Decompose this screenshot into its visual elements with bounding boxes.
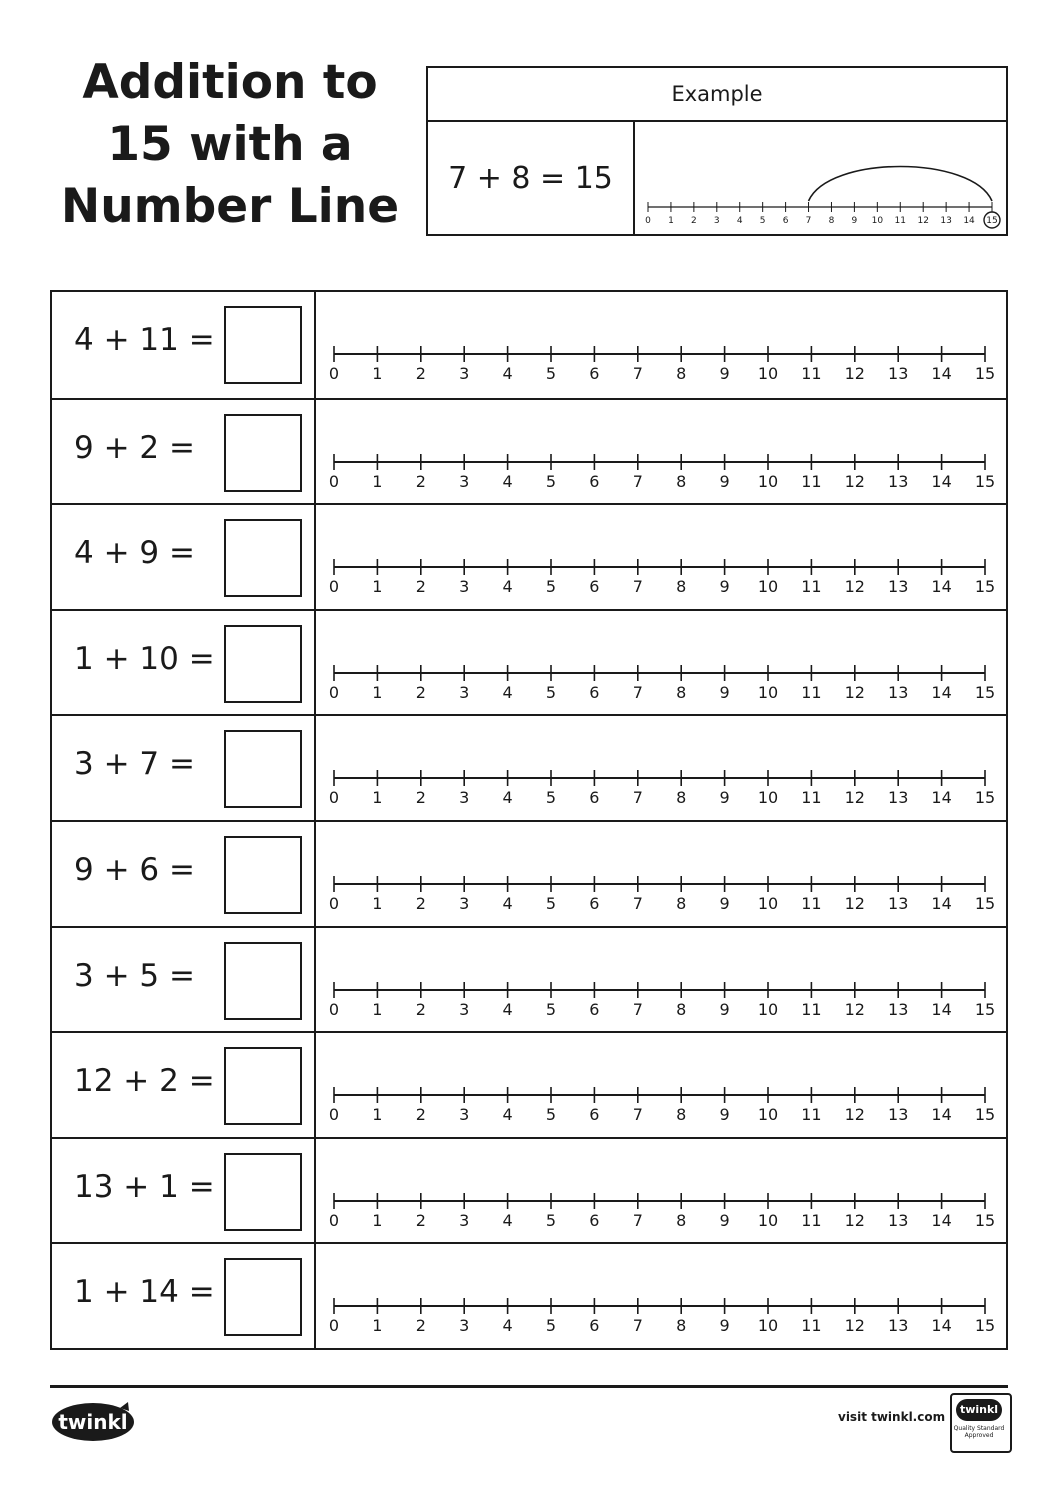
question-row bbox=[52, 1242, 1006, 1348]
question-equation: 1 + 14 = bbox=[74, 1274, 215, 1311]
tick-label-11: 11 bbox=[801, 1316, 822, 1336]
tick-label-3: 3 bbox=[459, 364, 470, 383]
number-line-cell[interactable] bbox=[316, 716, 1006, 820]
number-line bbox=[316, 611, 1006, 715]
number-line-cell[interactable] bbox=[316, 1033, 1006, 1137]
tick-label-15: 15 bbox=[974, 1210, 996, 1230]
question-equation: 9 + 2 = bbox=[74, 429, 195, 466]
tick-label-10: 10 bbox=[871, 216, 884, 226]
example-equation: 7 + 8 = 15 bbox=[428, 122, 635, 234]
tick-label-6: 6 bbox=[589, 1210, 600, 1230]
tick-label-7: 7 bbox=[632, 999, 643, 1019]
tick-label-5: 5 bbox=[545, 577, 557, 597]
tick-label-12: 12 bbox=[844, 1316, 865, 1336]
tick-label-3: 3 bbox=[459, 682, 470, 702]
answer-box[interactable] bbox=[224, 306, 302, 384]
tick-label-14: 14 bbox=[931, 894, 952, 913]
tick-label-5: 5 bbox=[545, 1316, 557, 1336]
tick-label-1: 1 bbox=[372, 471, 383, 491]
tick-label-3: 3 bbox=[459, 894, 470, 913]
answer-box[interactable] bbox=[224, 1153, 302, 1231]
tick-label-4: 4 bbox=[502, 577, 513, 597]
tick-label-8: 8 bbox=[676, 788, 687, 808]
tick-label-15: 15 bbox=[974, 682, 996, 702]
tick-label-5: 5 bbox=[759, 216, 766, 226]
tick-label-14: 14 bbox=[931, 471, 952, 491]
tick-label-1: 1 bbox=[372, 788, 383, 808]
tick-label-5: 5 bbox=[545, 788, 557, 808]
tick-label-6: 6 bbox=[589, 894, 600, 913]
badge-text: Quality Standard Approved bbox=[953, 1425, 1005, 1439]
tick-label-14: 14 bbox=[931, 1316, 952, 1336]
tick-label-0: 0 bbox=[328, 577, 340, 597]
number-line bbox=[316, 1139, 1006, 1243]
answer-box[interactable] bbox=[224, 414, 302, 492]
tick-label-0: 0 bbox=[328, 471, 340, 491]
question-row bbox=[52, 609, 1006, 715]
tick-label-6: 6 bbox=[589, 682, 600, 702]
question-row bbox=[52, 820, 1006, 926]
tick-label-1: 1 bbox=[668, 216, 674, 226]
tick-label-13: 13 bbox=[888, 999, 909, 1019]
question-equation: 1 + 10 = bbox=[74, 640, 215, 677]
tick-label-6: 6 bbox=[589, 471, 600, 491]
tick-label-15: 15 bbox=[974, 788, 996, 808]
number-line bbox=[316, 822, 1006, 926]
question-row bbox=[52, 1137, 1006, 1243]
tick-label-8: 8 bbox=[676, 1316, 687, 1336]
number-line bbox=[316, 505, 1006, 609]
tick-label-13: 13 bbox=[888, 364, 909, 383]
tick-label-3: 3 bbox=[713, 216, 720, 226]
tick-label-3: 3 bbox=[459, 577, 470, 597]
question-row bbox=[52, 1031, 1006, 1137]
tick-label-11: 11 bbox=[801, 682, 822, 702]
question-row bbox=[52, 398, 1006, 504]
tick-label-7: 7 bbox=[632, 1105, 643, 1125]
tick-label-6: 6 bbox=[589, 788, 600, 808]
tick-label-1: 1 bbox=[372, 894, 383, 913]
question-row bbox=[52, 714, 1006, 820]
tick-label-1: 1 bbox=[372, 364, 383, 383]
tick-label-11: 11 bbox=[801, 1105, 822, 1125]
number-line-cell[interactable] bbox=[316, 1139, 1006, 1243]
tick-label-1: 1 bbox=[372, 1316, 383, 1336]
question-row bbox=[52, 292, 1006, 398]
tick-label-13: 13 bbox=[888, 682, 909, 702]
tick-label-0: 0 bbox=[328, 1105, 340, 1125]
tick-label-6: 6 bbox=[589, 1316, 600, 1336]
tick-label-11: 11 bbox=[801, 894, 822, 913]
title-line-2: 15 with a bbox=[107, 117, 353, 172]
tick-label-12: 12 bbox=[844, 364, 865, 383]
tick-label-5: 5 bbox=[545, 1105, 557, 1125]
tick-label-0: 0 bbox=[328, 682, 340, 702]
visit-link[interactable]: visit twinkl.com bbox=[838, 1410, 946, 1424]
tick-label-13: 13 bbox=[888, 471, 909, 491]
tick-label-12: 12 bbox=[844, 682, 865, 702]
tick-label-13: 13 bbox=[888, 894, 909, 913]
tick-label-6: 6 bbox=[589, 999, 600, 1019]
tick-label-15: 15 bbox=[974, 999, 996, 1019]
question-cell bbox=[52, 505, 316, 609]
question-equation: 3 + 7 = bbox=[74, 746, 195, 783]
tick-label-2: 2 bbox=[415, 1105, 426, 1125]
tick-label-7: 7 bbox=[805, 216, 812, 226]
tick-label-6: 6 bbox=[589, 364, 600, 383]
tick-label-2: 2 bbox=[415, 577, 426, 597]
tick-label-9: 9 bbox=[719, 471, 730, 491]
tick-label-4: 4 bbox=[502, 1210, 513, 1230]
tick-label-5: 5 bbox=[545, 471, 557, 491]
tick-label-4: 4 bbox=[502, 682, 513, 702]
tick-label-0: 0 bbox=[328, 788, 340, 808]
tick-label-11: 11 bbox=[801, 1210, 822, 1230]
tick-label-10: 10 bbox=[757, 577, 779, 597]
tick-label-0: 0 bbox=[645, 216, 651, 226]
tick-label-8: 8 bbox=[676, 1210, 687, 1230]
tick-label-12: 12 bbox=[844, 788, 865, 808]
tick-label-3: 3 bbox=[459, 999, 470, 1019]
tick-label-13: 13 bbox=[888, 1210, 909, 1230]
question-equation: 4 + 11 = bbox=[74, 322, 215, 358]
tick-label-2: 2 bbox=[415, 999, 426, 1019]
tick-label-3: 3 bbox=[459, 788, 470, 808]
tick-label-7: 7 bbox=[632, 894, 643, 913]
tick-label-2: 2 bbox=[690, 216, 697, 226]
tick-label-4: 4 bbox=[502, 894, 513, 913]
tick-label-9: 9 bbox=[719, 788, 730, 808]
question-equation: 3 + 5 = bbox=[74, 957, 195, 994]
tick-label-4: 4 bbox=[502, 1316, 513, 1336]
tick-label-6: 6 bbox=[589, 577, 600, 597]
tick-label-9: 9 bbox=[719, 364, 730, 383]
tick-label-12: 12 bbox=[844, 894, 865, 913]
tick-label-0: 0 bbox=[328, 1316, 340, 1336]
tick-label-0: 0 bbox=[328, 364, 340, 383]
tick-label-6: 6 bbox=[782, 216, 789, 226]
tick-label-12: 12 bbox=[844, 1210, 865, 1230]
number-line-cell[interactable] bbox=[316, 611, 1006, 715]
number-line-cell[interactable] bbox=[316, 292, 1006, 398]
number-line bbox=[316, 928, 1006, 1032]
tick-label-4: 4 bbox=[736, 216, 743, 226]
tick-label-5: 5 bbox=[545, 682, 557, 702]
tick-label-1: 1 bbox=[372, 577, 383, 597]
question-cell bbox=[52, 1139, 316, 1243]
question-cell bbox=[52, 292, 316, 398]
tick-label-8: 8 bbox=[676, 999, 687, 1019]
number-line-cell[interactable] bbox=[316, 400, 1006, 504]
number-line bbox=[316, 1244, 1006, 1348]
tick-label-0: 0 bbox=[328, 1210, 340, 1230]
tick-label-15: 15 bbox=[986, 216, 998, 226]
tick-label-7: 7 bbox=[632, 682, 643, 702]
tick-label-2: 2 bbox=[415, 682, 426, 702]
tick-label-1: 1 bbox=[372, 1210, 383, 1230]
answer-box[interactable] bbox=[224, 836, 302, 914]
tick-label-5: 5 bbox=[545, 999, 557, 1019]
tick-label-2: 2 bbox=[415, 471, 426, 491]
tick-label-8: 8 bbox=[676, 364, 687, 383]
question-cell bbox=[52, 822, 316, 926]
tick-label-15: 15 bbox=[974, 577, 996, 597]
tick-label-10: 10 bbox=[757, 1316, 779, 1336]
badge-logo: twinkl bbox=[956, 1399, 1002, 1421]
tick-label-14: 14 bbox=[931, 999, 952, 1019]
example-header: Example bbox=[428, 68, 1006, 122]
tick-label-14: 14 bbox=[931, 788, 952, 808]
question-equation: 13 + 1 = bbox=[74, 1168, 215, 1205]
tick-label-5: 5 bbox=[545, 1210, 557, 1230]
tick-label-11: 11 bbox=[801, 788, 822, 808]
question-row bbox=[52, 926, 1006, 1032]
tick-label-0: 0 bbox=[328, 894, 340, 913]
tick-label-13: 13 bbox=[888, 1105, 909, 1125]
tick-label-8: 8 bbox=[676, 577, 687, 597]
tick-label-7: 7 bbox=[632, 1316, 643, 1336]
tick-label-15: 15 bbox=[974, 364, 996, 383]
tick-label-1: 1 bbox=[372, 1105, 383, 1125]
tick-label-2: 2 bbox=[415, 1316, 426, 1336]
tick-label-7: 7 bbox=[632, 471, 643, 491]
tick-label-8: 8 bbox=[676, 682, 687, 702]
tick-label-11: 11 bbox=[801, 999, 822, 1019]
tick-label-3: 3 bbox=[459, 1105, 470, 1125]
question-cell bbox=[52, 1033, 316, 1137]
tick-label-2: 2 bbox=[415, 788, 426, 808]
question-cell bbox=[52, 928, 316, 1032]
tick-label-10: 10 bbox=[757, 1210, 779, 1230]
tick-label-5: 5 bbox=[545, 364, 557, 383]
tick-label-4: 4 bbox=[502, 1105, 513, 1125]
tick-label-9: 9 bbox=[719, 999, 730, 1019]
tick-label-8: 8 bbox=[676, 471, 687, 491]
number-line bbox=[316, 1033, 1006, 1137]
tick-label-10: 10 bbox=[757, 682, 779, 702]
number-line-cell[interactable] bbox=[316, 1244, 1006, 1348]
tick-label-8: 8 bbox=[676, 1105, 687, 1125]
tick-label-1: 1 bbox=[372, 682, 383, 702]
tick-label-15: 15 bbox=[974, 1105, 996, 1125]
tick-label-10: 10 bbox=[757, 364, 779, 383]
question-row bbox=[52, 503, 1006, 609]
tick-label-11: 11 bbox=[894, 216, 906, 226]
question-cell bbox=[52, 716, 316, 820]
example-box bbox=[426, 66, 1008, 236]
tick-label-10: 10 bbox=[757, 894, 779, 913]
tick-label-10: 10 bbox=[757, 788, 779, 808]
tick-label-5: 5 bbox=[545, 894, 557, 913]
tick-label-11: 11 bbox=[801, 471, 822, 491]
tick-label-7: 7 bbox=[632, 788, 643, 808]
tick-label-9: 9 bbox=[719, 577, 730, 597]
tick-label-12: 12 bbox=[844, 1105, 865, 1125]
tick-label-4: 4 bbox=[502, 471, 513, 491]
tick-label-9: 9 bbox=[851, 216, 858, 226]
tick-label-8: 8 bbox=[828, 216, 835, 226]
tick-label-9: 9 bbox=[719, 1105, 730, 1125]
tick-label-12: 12 bbox=[844, 999, 865, 1019]
tick-label-1: 1 bbox=[372, 999, 383, 1019]
title-line-3: Number Line bbox=[60, 179, 400, 234]
tick-label-14: 14 bbox=[931, 577, 952, 597]
tick-label-9: 9 bbox=[719, 682, 730, 702]
tick-label-7: 7 bbox=[632, 1210, 643, 1230]
tick-label-6: 6 bbox=[589, 1105, 600, 1125]
tick-label-2: 2 bbox=[415, 364, 426, 383]
tick-label-9: 9 bbox=[719, 1210, 730, 1230]
tick-label-0: 0 bbox=[328, 999, 340, 1019]
tick-label-9: 9 bbox=[719, 894, 730, 913]
question-equation: 4 + 9 = bbox=[74, 535, 195, 572]
tick-label-13: 13 bbox=[940, 216, 952, 226]
answer-box[interactable] bbox=[224, 730, 302, 808]
question-equation: 12 + 2 = bbox=[74, 1063, 215, 1100]
tick-label-14: 14 bbox=[931, 682, 952, 702]
tick-label-3: 3 bbox=[459, 471, 470, 491]
tick-label-3: 3 bbox=[459, 1316, 470, 1336]
tick-label-8: 8 bbox=[676, 894, 687, 913]
question-equation: 9 + 6 = bbox=[74, 852, 195, 888]
example-number-line bbox=[635, 122, 1006, 234]
answer-box[interactable] bbox=[224, 1047, 302, 1125]
tick-label-12: 12 bbox=[844, 577, 865, 597]
tick-label-15: 15 bbox=[974, 894, 996, 913]
question-cell bbox=[52, 400, 316, 504]
example-number-line-svg bbox=[635, 122, 1006, 234]
answer-box[interactable] bbox=[224, 625, 302, 703]
tick-label-7: 7 bbox=[632, 577, 643, 597]
tick-label-4: 4 bbox=[502, 364, 513, 383]
tick-label-4: 4 bbox=[502, 788, 513, 808]
tick-label-15: 15 bbox=[974, 1316, 996, 1336]
tick-label-10: 10 bbox=[757, 999, 779, 1019]
tick-label-9: 9 bbox=[719, 1316, 730, 1336]
tick-label-13: 13 bbox=[888, 788, 909, 808]
tick-label-7: 7 bbox=[632, 364, 643, 383]
questions-table bbox=[50, 290, 1008, 1350]
worksheet-title bbox=[60, 52, 400, 238]
tick-label-13: 13 bbox=[888, 1316, 909, 1336]
tick-label-11: 11 bbox=[801, 577, 822, 597]
number-line-cell[interactable] bbox=[316, 505, 1006, 609]
answer-box[interactable] bbox=[224, 1258, 302, 1336]
answer-box[interactable] bbox=[224, 519, 302, 597]
number-line bbox=[316, 716, 1006, 820]
tick-label-10: 10 bbox=[757, 471, 779, 491]
question-cell bbox=[52, 1244, 316, 1348]
tick-label-13: 13 bbox=[888, 577, 909, 597]
tick-label-14: 14 bbox=[931, 1105, 952, 1125]
jump-arc bbox=[809, 167, 992, 202]
tick-label-14: 14 bbox=[931, 1210, 952, 1230]
tick-label-15: 15 bbox=[974, 471, 996, 491]
number-line bbox=[316, 400, 1006, 504]
tick-label-2: 2 bbox=[415, 894, 426, 913]
footer-divider bbox=[50, 1385, 1008, 1388]
answer-box[interactable] bbox=[224, 942, 302, 1020]
number-line-cell[interactable] bbox=[316, 928, 1006, 1032]
tick-label-2: 2 bbox=[415, 1210, 426, 1230]
number-line bbox=[316, 292, 1006, 396]
question-cell bbox=[52, 611, 316, 715]
tick-label-12: 12 bbox=[917, 216, 929, 226]
tick-label-14: 14 bbox=[931, 364, 952, 383]
tick-label-4: 4 bbox=[502, 999, 513, 1019]
tick-label-12: 12 bbox=[844, 471, 865, 491]
number-line-cell[interactable] bbox=[316, 822, 1006, 926]
logo-text: twinkl bbox=[58, 1410, 128, 1434]
title-line-1: Addition to bbox=[82, 55, 378, 110]
tick-label-14: 14 bbox=[963, 216, 975, 226]
tick-label-11: 11 bbox=[801, 364, 822, 383]
tick-label-3: 3 bbox=[459, 1210, 470, 1230]
tick-label-10: 10 bbox=[757, 1105, 779, 1125]
